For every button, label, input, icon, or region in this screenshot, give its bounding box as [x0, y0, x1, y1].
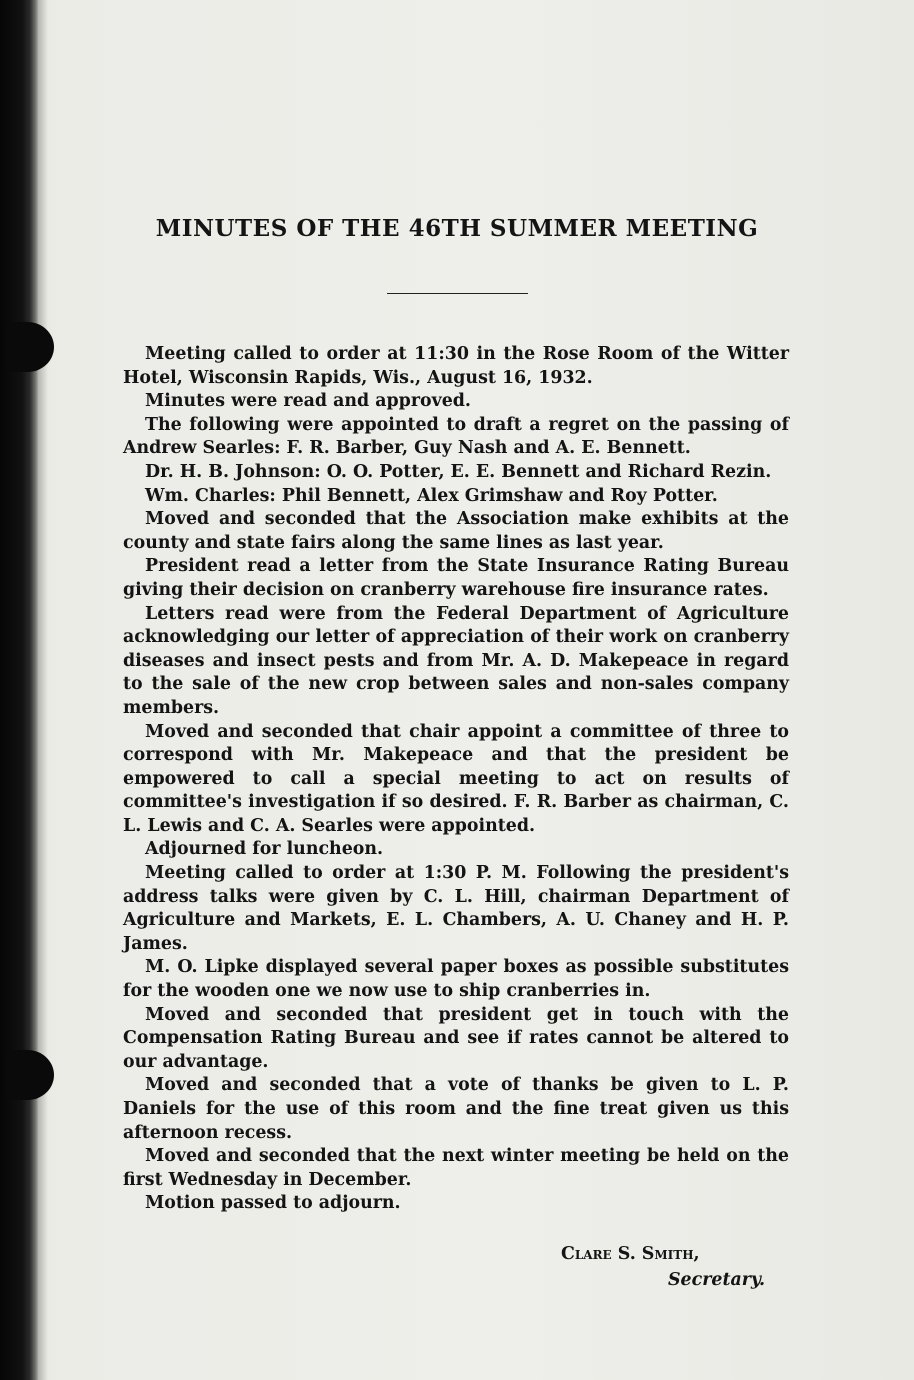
paragraph: Dr. H. B. Johnson: O. O. Potter, E. E. Bennett and Richard Rezin. [145, 461, 772, 482]
paragraph: Motion passed to adjourn. [145, 1193, 401, 1214]
binding-strip [0, 0, 38, 1380]
binding-shadow [38, 0, 48, 1380]
paragraph: Moved and seconded that the Association make exhibits at the county and state fairs along the same lines as last year. [123, 509, 789, 553]
paragraph: Moved and seconded that a vote of thanks be given to L. P. Daniels for the use of this room and the fine treat given us this afternoon recess. [123, 1075, 789, 1143]
secretary-title: Secretary. [668, 1270, 766, 1290]
title-divider [387, 293, 528, 294]
paragraph: Moved and seconded that president get in touch with the Compensation Rating Bureau and see if rates cannot be altered to our advantage. [123, 1004, 789, 1072]
paragraph: Meeting called to order at 1:30 P. M. Following the president's address talks were given by C. L. Hill, chairman Department of Agriculture and Markets, E. L. Chambers, A. U. Chaney and H. P. James. [123, 863, 789, 954]
paragraph: The following were appointed to draft a regret on the passing of Andrew Searles: F. R. Barber, Guy Nash and A. E. Bennett. [123, 414, 789, 459]
secretary-name: Clare S. Smith, [561, 1244, 700, 1264]
paragraph: President read a letter from the State Insurance Rating Bureau giving their decision on cranberry warehouse fire insurance rates. [123, 556, 789, 600]
paragraph: Minutes were read and approved. [145, 391, 471, 412]
page-title: MINUTES OF THE 46TH SUMMER MEETING [155, 215, 759, 242]
signature-block [540, 1241, 780, 1293]
paragraph: M. O. Lipke displayed several paper boxes as possible substitutes for the wooden one we now use to ship cranberries in. [123, 957, 789, 1002]
paragraph: Adjourned for luncheon. [145, 839, 384, 860]
paragraph: Wm. Charles: Phil Bennett, Alex Grimshaw and Roy Potter. [145, 485, 718, 506]
minutes-body [123, 343, 789, 1216]
paragraph: Moved and seconded that chair appoint a committee of three to correspond with Mr. Makepeace and that the president be empowered to call a special meeting to act on results of committee's investigation if so desired. F. R. Barber as chairman, C. L. Lewis and C. A. Searles were appointed. [123, 721, 789, 836]
paragraph: Moved and seconded that the next winter meeting be held on the first Wednesday in December. [123, 1146, 789, 1190]
paragraph: Letters read were from the Federal Department of Agriculture acknowledging our letter of appreciation of their work on cranberry diseases and insect pests and from Mr. A. D. Makepeace in regard to the sale of the new crop between sales and non-sales company members. [123, 603, 789, 718]
paragraph: Meeting called to order at 11:30 in the Rose Room of the Witter Hotel, Wisconsin Rapids, Wis., August 16, 1932. [123, 344, 789, 388]
